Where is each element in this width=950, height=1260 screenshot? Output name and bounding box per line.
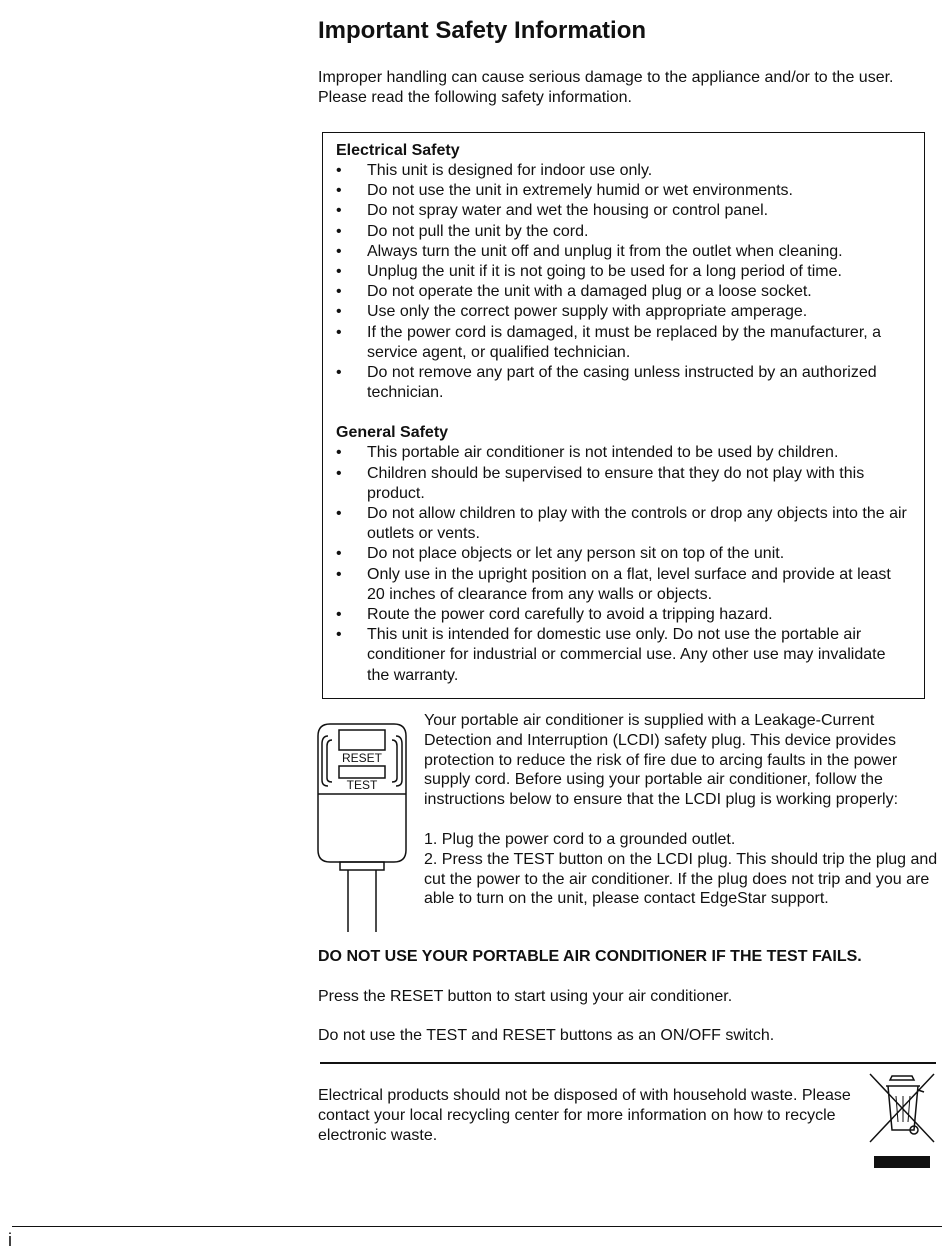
- intro-paragraph: Improper handling can cause serious damage to the appliance and/or to the user. Please read the following safety information.: [318, 69, 894, 106]
- list-item: • If the power cord is damaged, it must be replaced by the manufacturer, a service agent, or qualified technician.: [336, 323, 882, 361]
- list-item: • Always turn the unit off and unplug it from the outlet when cleaning.: [336, 242, 910, 262]
- lcdi-plug-illustration: [316, 720, 412, 935]
- disposal-note: Electrical products should not be disposed of with household waste. Please contact your local recycling center for more information on how to recycle electronic waste.: [318, 1087, 851, 1144]
- list-item: • Do not place objects or let any person sit on top of the unit.: [336, 544, 910, 564]
- bullet-icon: •: [336, 182, 342, 200]
- page-title: Important Safety Information: [318, 17, 647, 44]
- general-safety-list: [336, 443, 910, 685]
- plug-test-label: TEST: [346, 778, 378, 792]
- bullet-icon: •: [336, 263, 342, 281]
- list-item: • Do not use the unit in extremely humid or wet environments.: [336, 181, 910, 201]
- electrical-safety-heading: Electrical Safety: [336, 142, 460, 159]
- section-spacer: [336, 403, 910, 422]
- bullet-icon: •: [336, 464, 342, 482]
- crossed-out-wheelie-bin-icon: [866, 1070, 938, 1170]
- bullet-icon: •: [336, 303, 342, 321]
- list-item: • Do not remove any part of the casing unless instructed by an authorized technician.: [336, 364, 877, 402]
- lcdi-step-2: 2. Press the TEST button on the LCDI plug. This should trip the plug and cut the power to the air conditioner. If the plug does not trip and you are able to turn on the unit, please contact EdgeStar support.: [424, 850, 938, 908]
- bullet-icon: •: [336, 444, 342, 462]
- bullet-icon: •: [336, 364, 342, 382]
- list-item: • Unplug the unit if it is not going to be used for a long period of time.: [336, 262, 910, 282]
- bullet-icon: •: [336, 545, 342, 563]
- bullet-icon: •: [336, 565, 342, 583]
- bullet-icon: •: [336, 202, 342, 220]
- bullet-icon: •: [336, 242, 342, 260]
- list-item: • Do not allow children to play with the controls or drop any objects into the air outlets or vents.: [336, 505, 907, 543]
- divider: [320, 1062, 936, 1064]
- general-safety-heading: General Safety: [336, 424, 449, 442]
- electrical-safety-list: [336, 161, 910, 403]
- reset-note: Press the RESET button to start using your air conditioner.: [318, 988, 733, 1005]
- list-item: • This unit is designed for indoor use only.: [336, 161, 910, 181]
- lcdi-step-1: 1. Plug the power cord to a grounded outlet.: [424, 831, 736, 848]
- list-item: • Use only the correct power supply with appropriate amperage.: [336, 302, 910, 322]
- bullet-icon: •: [336, 283, 342, 301]
- list-item: • Route the power cord carefully to avoid a tripping hazard.: [336, 605, 910, 625]
- page-number: i: [8, 1230, 12, 1250]
- bullet-icon: •: [336, 222, 342, 240]
- list-item: • This unit is intended for domestic use only. Do not use the portable air conditioner for industrial or commercial use. Any other use may invalidate the warranty.: [336, 626, 886, 684]
- list-item: • Do not spray water and wet the housing or control panel.: [336, 201, 910, 221]
- list-item: • Do not operate the unit with a damaged plug or a loose socket.: [336, 282, 910, 302]
- list-item: • Children should be supervised to ensure that they do not play with this product.: [336, 464, 865, 502]
- lcdi-description: Your portable air conditioner is supplied with a Leakage-Current Detection and Interruption (LCDI) safety plug. This device provides protection to reduce the risk of fire due to arcing faults in the power supply cord. Before using your portable air conditioner, follow the instructions below to ensure that the LCDI plug is working properly:: [424, 712, 899, 809]
- switch-note: Do not use the TEST and RESET buttons as an ON/OFF switch.: [318, 1027, 775, 1044]
- bullet-icon: •: [336, 606, 342, 624]
- test-fail-warning: DO NOT USE YOUR PORTABLE AIR CONDITIONER IF THE TEST FAILS.: [318, 948, 862, 965]
- list-item: • This portable air conditioner is not intended to be used by children.: [336, 443, 910, 463]
- safety-box: [322, 132, 925, 699]
- list-item: • Only use in the upright position on a flat, level surface and provide at least 20 inches of clearance from any walls or objects.: [336, 565, 891, 603]
- list-item: • Do not pull the unit by the cord.: [336, 222, 910, 242]
- bullet-icon: •: [336, 626, 342, 644]
- bullet-icon: •: [336, 505, 342, 523]
- lcdi-steps: [424, 830, 944, 909]
- footer-divider: [12, 1226, 942, 1227]
- bullet-icon: •: [336, 323, 342, 341]
- bullet-icon: •: [336, 162, 342, 179]
- plug-reset-label: RESET: [341, 751, 383, 765]
